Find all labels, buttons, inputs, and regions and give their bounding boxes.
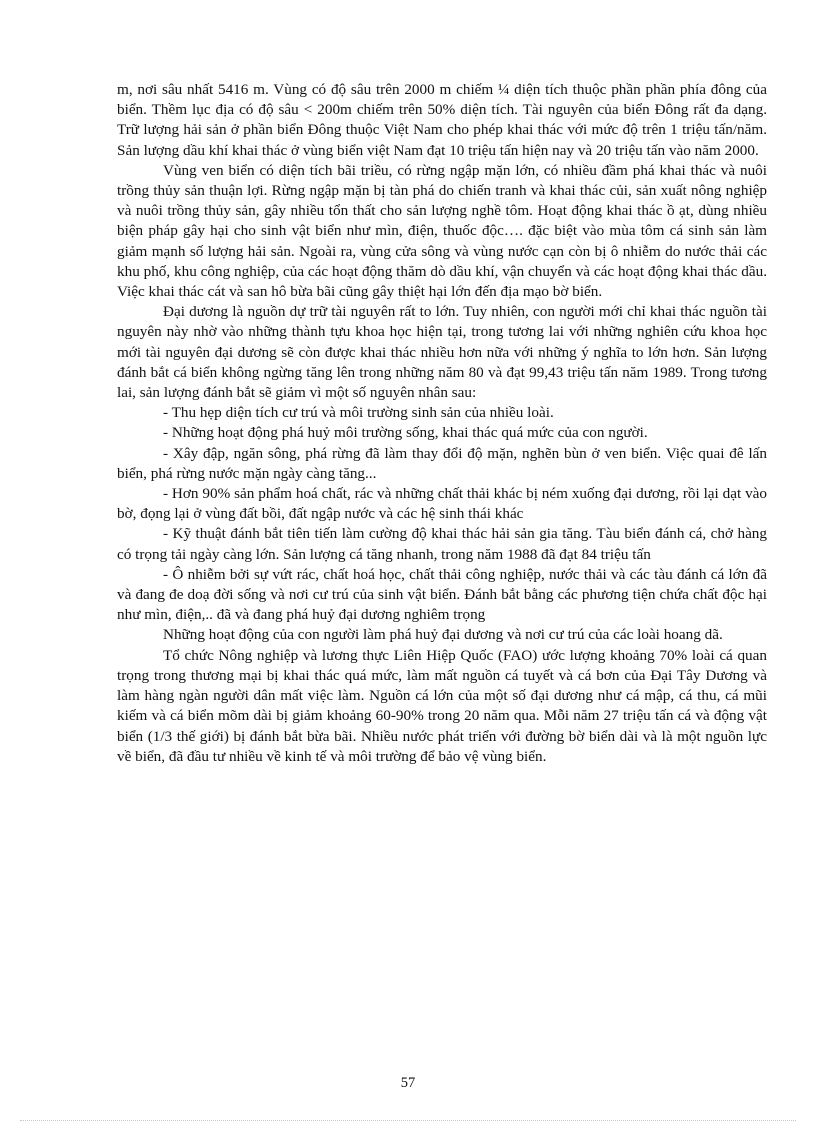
page-bottom-divider xyxy=(20,1120,796,1121)
list-item-destruction: - Những hoạt động phá huỷ môi trường sống, khai thác quá mức của con người. xyxy=(163,424,648,442)
list-item-dams: - Xây đập, ngăn sông, phá rừng đã làm thay đổi độ mặn, nghẽn bùn ở ven biển. Việc quai đê lấn biển, phá rừng nước mặn ngày càng tăng... xyxy=(117,444,767,482)
list-item-chemicals: - Hơn 90% sản phẩm hoá chất, rác và những chất thải khác bị ném xuống đại dương, rồi lại dạt vào bờ, đọng lại ở vùng đất bồi, đất ngập nước và các hệ sinh thái khác xyxy=(117,485,767,523)
paragraph-fao: Tổ chức Nông nghiệp và lương thực Liên Hiệp Quốc (FAO) ước lượng khoảng 70% loài cá quan trọng trong thương mại bị khai thác quá mức, làm mất nguồn cá tuyết và cá bơn của Đại Tây Dương và làm hàng ngàn người dân mất việc làm. Nguồn cá lớn của một số đại dương như cá mập, cá thu, cá mũi kiếm và cá biển mõm dài bị giảm khoảng 60-90% trong 20 năm qua. Mỗi năm 27 triệu tấn cá và động vật biển (1/3 thế giới) bị đánh bắt bừa bãi. Nhiều nước phát triển với đường bờ biển dài và là một nguồn lực về biển, đã đầu tư nhiều về kinh tế và môi trường để bảo vệ vùng biển. xyxy=(117,646,767,765)
document-body xyxy=(117,80,767,767)
paragraph-3: Đại dương là nguồn dự trữ tài nguyên rất to lớn. Tuy nhiên, con người mới chỉ khai thác nguồn tài nguyên này nhờ vào những thành tựu khoa học hiện tại, trong tương lai với những nghiên cứu khoa học mới tài nguyên đại dương sẽ còn được khai thác nhiều hơn nữa với những ý nghĩa to lớn hơn. Sản lượng đánh bắt cá biển không ngừng tăng lên trong những năm 80 và đạt 99,43 triệu tấn năm 1989. Trong tương lai, sản lượng đánh bắt sẽ giảm vì một số nguyên nhân sau: xyxy=(117,303,767,402)
paragraph-human-activity: Những hoạt động của con người làm phá huỷ đại dương và nơi cư trú của các loài hoang dã. xyxy=(163,626,723,644)
list-item-pollution: - Ô nhiễm bởi sự vứt rác, chất hoá học, chất thải công nghiệp, nước thải và các tàu đánh cá lớn đã và đang đe doạ đời sống và nơi cư trú của sinh vật biển. Đánh bắt bằng các phương tiện chứa chất độc hại như mìn, điện,.. đã và đang phá huỷ đại dương nghiêm trọng xyxy=(117,565,767,624)
paragraph-1: m, nơi sâu nhất 5416 m. Vùng có độ sâu trên 2000 m chiếm ¼ diện tích thuộc phần phần phía đông của biển. Thềm lục địa có độ sâu < 200m chiếm trên 50% diện tích. Tài nguyên của biển Đông rất đa dạng. Trữ lượng hải sản ở phần biển Đông thuộc Việt Nam cho phép khai thác với mức độ trên 1 triệu tấn/năm. Sản lượng dầu khí khai thác ở vùng biển việt Nam đạt 10 triệu tấn hiện nay và 20 triệu tấn vào năm 2000. xyxy=(117,81,767,159)
list-item-fishing-tech: - Kỹ thuật đánh bắt tiên tiến làm cường độ khai thác hải sản gia tăng. Tàu biển đánh cá, chở hàng có trọng tải ngày càng lớn. Sản lượng cá tăng nhanh, trong năm 1988 đã đạt 84 triệu tấn xyxy=(117,525,767,563)
page-number: 57 xyxy=(400,1075,416,1091)
list-item-habitat: - Thu hẹp diện tích cư trú và môi trường sinh sản của nhiều loài. xyxy=(163,404,554,422)
paragraph-2: Vùng ven biển có diện tích bãi triều, có rừng ngập mặn lớn, có nhiều đầm phá khai thác và nuôi trồng thủy sản thuận lợi. Rừng ngập mặn bị tàn phá do chiến tranh và khai thác củi, sản xuất nông nghiệp và nuôi trồng thủy sản, gây nhiều tổn thất cho sản lượng nghề tôm. Hoạt động khai thác ồ ạt, dùng nhiều biện pháp gây hại cho sinh vật biển như mìn, điện, thuốc độc…. đặc biệt vào mùa tôm cá sinh sản làm giảm mạnh số lượng hải sản. Ngoài ra, vùng cửa sông và vùng nước cạn còn bị ô nhiễm do nước thải các khu phố, khu công nghiệp, của các hoạt động thăm dò dầu khí, vận chuyển và các hoạt động khai thác dầu. Việc khai thác cát và san hô bừa bãi cũng gây thiệt hại lớn đến địa mạo bờ biển. xyxy=(117,161,767,301)
